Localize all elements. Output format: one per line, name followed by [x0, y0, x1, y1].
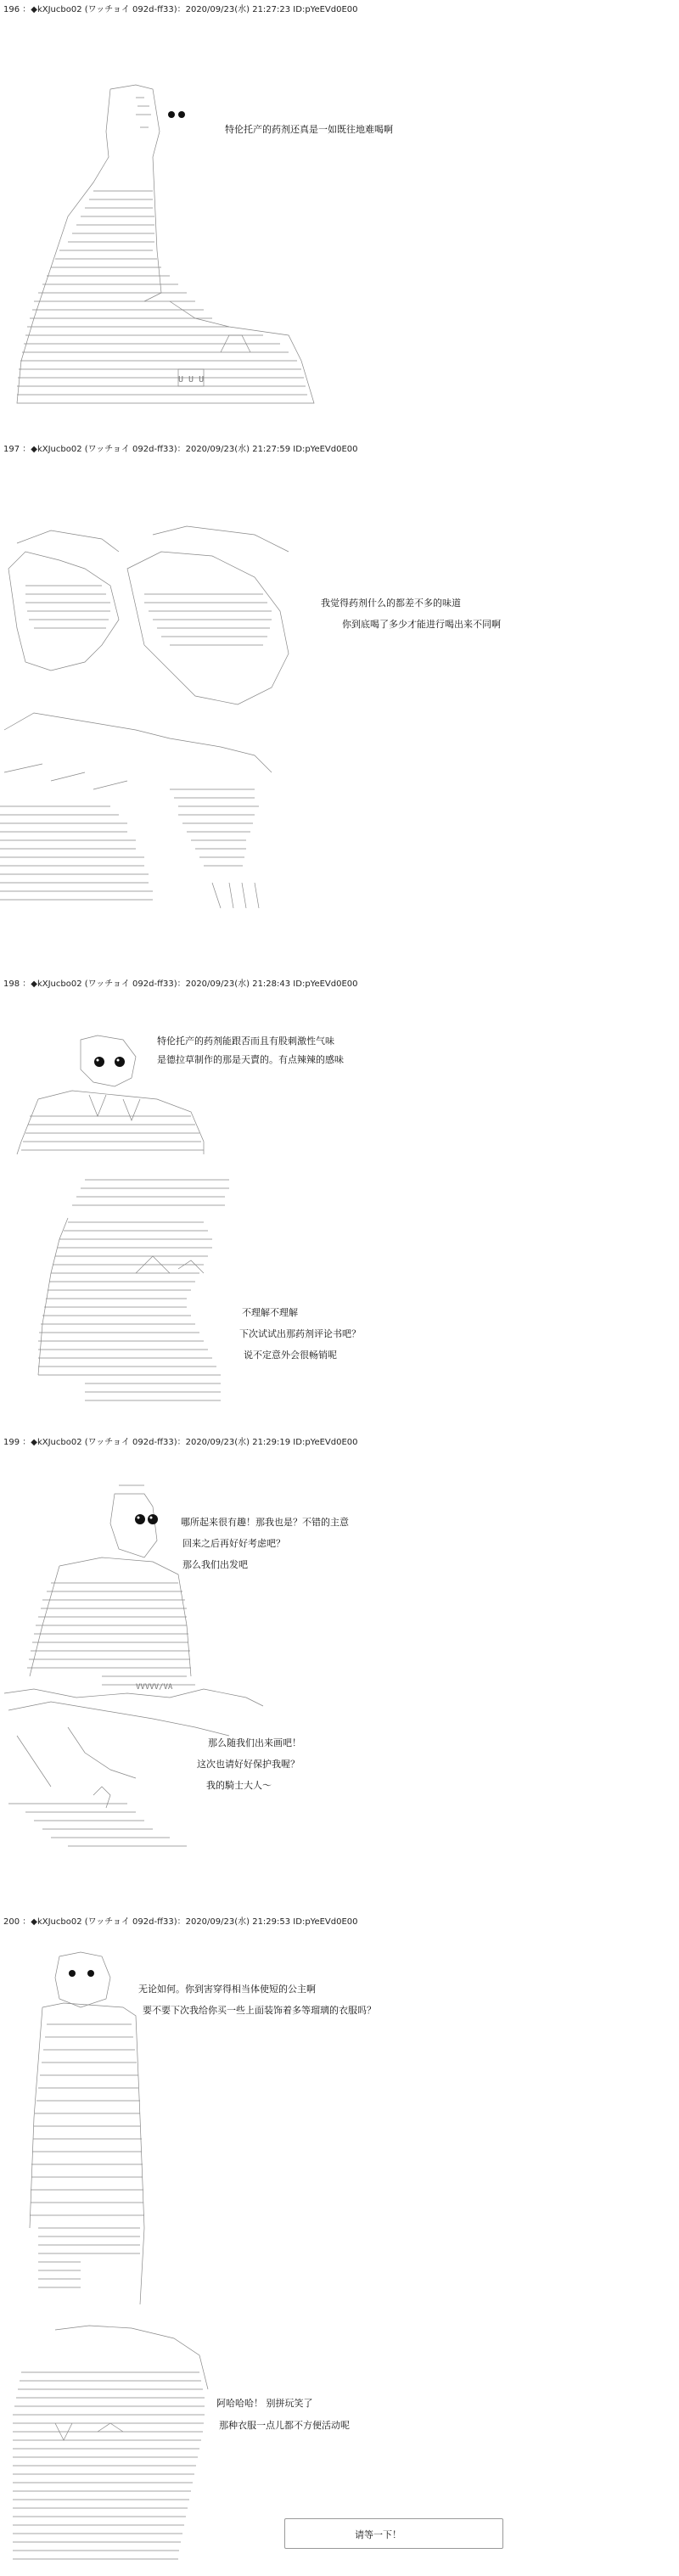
dialogue-line: 那种衣服一点儿都不方便活动呢 [219, 2420, 350, 2431]
speech-text: 请等一下！ [355, 2529, 401, 2540]
dialogue-line: 下次试试出那药剂评论书吧？ [239, 1328, 361, 1339]
dialogue-line: 要不要下次我给你买一些上面装饰着多等瑠璃的衣服吗？ [143, 2005, 376, 2016]
ascii-art-figure-with-eyes [13, 1031, 216, 1159]
dialogue-line: 我的騎士大人～ [206, 1780, 272, 1791]
ascii-art-girl-smiling [34, 1171, 238, 1426]
dialogue-line: 说不定意外会很畅销呢 [244, 1350, 337, 1361]
dialogue-line: 阿哈哈哈！ 别拼玩笑了 [216, 2398, 313, 2409]
ascii-art-tall-figure-pattern [21, 1948, 174, 2304]
dialogue-line: 特伦托产的药剂还真是一如既往地难喝啊 [225, 124, 393, 135]
dialogue-line: 回来之后再好好考虑吧？ [182, 1538, 285, 1549]
dialogue-line: 这次也请好好保护我喔？ [197, 1759, 300, 1770]
post-header: 200 ：◆kXJucbo02 (ワッチョイ 092d-ff33)：2020/09/23(水) 21:29:53 ID:pYeEVd0E00 [3, 1917, 358, 1927]
ascii-art-two-figures-arguing [0, 518, 306, 917]
dialogue-line: 那么我们出发吧 [182, 1559, 248, 1570]
dialogue-line: 特伦托产的药剂能跟否而且有股刺激性气味 [157, 1035, 334, 1047]
dialogue-line: 哪所起来很有趣！那我也是？不错的主意 [181, 1517, 349, 1528]
post-header: 197 ：◆kXJucbo02 (ワッチョイ 092d-ff33)：2020/09/23(水) 21:27:59 ID:pYeEVd0E00 [3, 445, 358, 454]
ascii-art-girl-laughing [4, 2321, 216, 2576]
post-header: 196 ：◆kXJucbo02 (ワッチョイ 092d-ff33)：2020/09/23(水) 21:27:23 ID:pYeEVd0E00 [3, 5, 358, 14]
dialogue-line: 你到底喝了多少才能进行喝出来不同啊 [342, 619, 501, 630]
post-header: 199 ：◆kXJucbo02 (ワッチョイ 092d-ff33)：2020/09/23(水) 21:29:19 ID:pYeEVd0E00 [3, 1438, 358, 1447]
post-header: 198 ：◆kXJucbo02 (ワッチョイ 092d-ff33)：2020/09/23(水) 21:28:43 ID:pYeEVd0E00 [3, 979, 358, 989]
dialogue-line: 我觉得药剂什么的都差不多的味道 [321, 598, 461, 609]
ascii-art-tall-figure [17, 1481, 212, 1702]
svg-text:U U U: U U U [178, 375, 205, 384]
svg-text:VVVVV/VA: VVVVV/VA [136, 1683, 173, 1692]
dialogue-line: 不理解不理解 [242, 1307, 298, 1318]
dialogue-line: 无论如何。你到害穿得相当体使短的公主啊 [138, 1984, 316, 1995]
dialogue-line: 是德拉草制作的那是天賣的。有点辣辣的感味 [157, 1054, 344, 1065]
speech-bubble [284, 2518, 503, 2549]
dialogue-line: 那么随我们出来画吧！ [208, 1737, 301, 1748]
